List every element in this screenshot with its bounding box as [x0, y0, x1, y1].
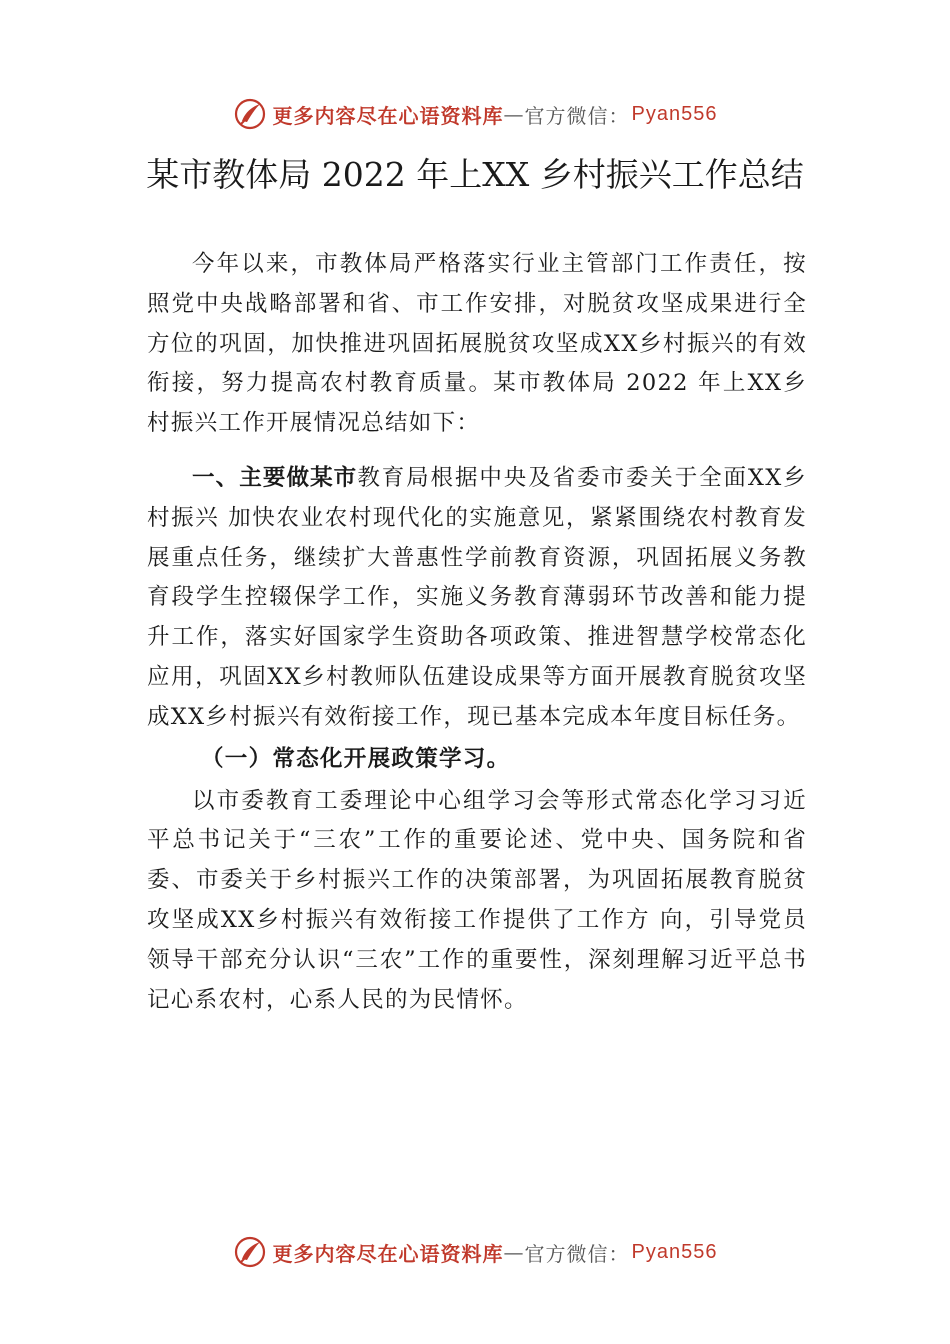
- footer-watermark-banner: [0, 1232, 950, 1272]
- banner-brand-text: 更多内容尽在心语资料库: [272, 103, 504, 128]
- intro-paragraph: 今年以来，市教体局严格落实行业主管部门工作责任，按照党中央战略部署和省、市工作安排，对脱贫攻坚成果进行全方位的巩固，加快推进巩固拓展脱贫攻坚成XX乡村振兴的有效衔接，努力提高农村教育质量。某市教体局 2022 年上XX乡村振兴工作开展情况总结如下：: [147, 251, 807, 437]
- banner-wechat-id: Pyan556: [631, 102, 718, 125]
- banner-wechat-label: 官方微信：: [524, 1241, 630, 1266]
- document-body: [147, 245, 807, 1020]
- banner-brand-text: 更多内容尽在心语资料库: [272, 1241, 504, 1266]
- banner-dash: —: [503, 102, 525, 126]
- section1-paragraph: [147, 458, 807, 738]
- banner-dash: —: [503, 1240, 525, 1264]
- brand-logo-icon: [233, 97, 267, 131]
- brand-logo-icon: [233, 1235, 267, 1269]
- subsection1-paragraph: 以市委教育工委理论中心组学习会等形式常态化学习习近平总书记关于“三农”工作的重要论述、党中央、国务院和省委、市委关于乡村振兴工作的决策部署，为巩固拓展教育脱贫攻坚成XX乡村振兴有效衔接工作提供了工作方 向，引导党员领导干部充分认识“三农”工作的重要性，深刻理解习近平总书记心系农村，心系人民的为民情怀。: [147, 787, 807, 1013]
- banner-wechat-label: 官方微信：: [524, 103, 630, 128]
- section1-heading: 一、主要做某市: [192, 464, 358, 490]
- banner-wechat-id: Pyan556: [631, 1240, 718, 1263]
- section1-body: 教育局根据中央及省委市委关于全面XX乡村振兴 加快农业农村现代化的实施意见，紧紧围绕农村教育发展重点任务，继续扩大普惠性学前教育资源，巩固拓展义务教育段学生控辍保学工作，实施义务教育薄弱环节改善和能力提升工作，落实好国家学生资助各项政策、推进智慧学校常态化应用，巩固XX乡村教师队伍建设成果等方面开展教育脱贫攻坚成XX乡村振兴有效衔接工作，现已基本完成本年度目标任务。: [147, 464, 807, 730]
- header-watermark-banner: [0, 94, 950, 134]
- document-title: 某市教体局 2022 年上XX 乡村振兴工作总结: [146, 155, 804, 194]
- subsection1-heading: （一）常态化开展政策学习。: [201, 745, 511, 772]
